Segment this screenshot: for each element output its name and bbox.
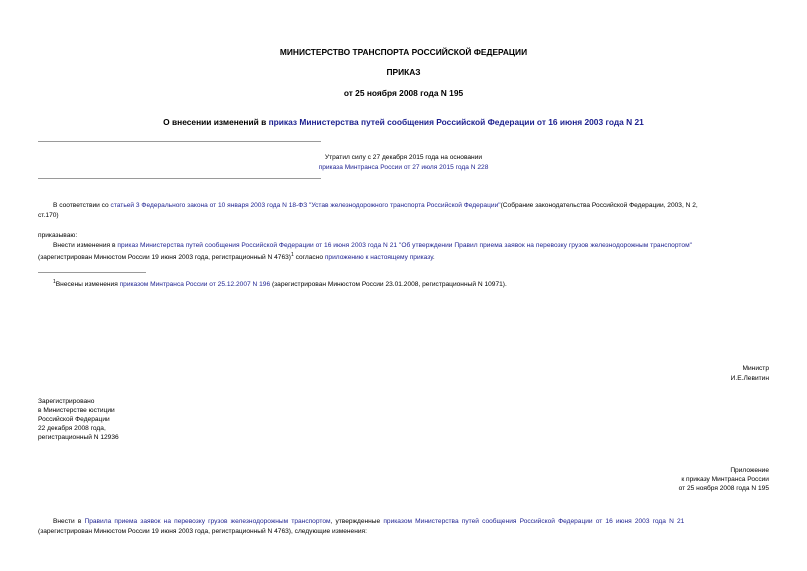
order-line1: Внести изменения в приказ Министерства путей сообщения Российской Федерации от 16 июня 2003 года N 21 "Об утверждении Правил приема заявок на перевозку грузов железнодорожным транспортом" bbox=[53, 242, 693, 249]
footnote-text: $^1$Внесены изменения приказом Минтранса России от 25.12.2007 N 196 (зарегистрирован Минюстом России 23.01.2008, регистрационный N 10971). bbox=[53, 279, 507, 289]
bottom-line1: Внести в Правила приема заявок на перевозку грузов железнодорожным транспортом, утвержденные приказом Министерства путей сообщения Российской Федерации от 16 июня 2003 года N 21 bbox=[53, 518, 685, 525]
preamble-line2: ст.170) bbox=[38, 212, 59, 219]
appendix-line: к приказу Минтранса России bbox=[681, 476, 769, 483]
mps-order-link[interactable]: приказом Министерства путей сообщения Российской Федерации от 16 июня 2003 года N 21 bbox=[383, 518, 685, 525]
footnote-link[interactable]: приказом Минтранса России от 25.12.2007 N 196 bbox=[119, 281, 271, 289]
registration-line: 22 декабря 2008 года, bbox=[38, 425, 106, 432]
document-title-link[interactable]: приказ Министерства путей сообщения Российской Федерации от 16 июня 2003 года N 21 bbox=[268, 117, 644, 127]
status-line: Утратил силу с 27 декабря 2015 года на основании bbox=[324, 154, 483, 161]
preamble-line1: В соответствии со статьей 3 Федерального закона от 10 января 2003 года N 18-ФЗ "Устав железнодорожного транспорта Российской Федерации"(Собрание законодательства Российской Федерации, 2003, N 2, bbox=[53, 202, 698, 209]
appendix-line: Приложение bbox=[730, 467, 769, 474]
footnote-mark: 1 bbox=[53, 279, 56, 285]
document-type: ПРИКАЗ bbox=[386, 67, 421, 77]
footnote-rule bbox=[38, 272, 146, 273]
bottom-line2: (зарегистрирован Минюстом России 19 июня 2003 года, регистрационный N 4763), следующие изменения: bbox=[38, 528, 367, 535]
status-link[interactable]: приказа Минтранса России от 27 июля 2015 года N 228 bbox=[318, 164, 489, 171]
registration-line: регистрационный N 12936 bbox=[38, 434, 119, 441]
signature-position: Министр bbox=[742, 365, 769, 372]
appendix-link[interactable]: приложению к настоящему приказу bbox=[324, 254, 433, 262]
registration-line: Зарегистрировано bbox=[38, 398, 95, 405]
document-date-number: от 25 ноября 2008 года N 195 bbox=[343, 88, 464, 98]
status-rule-top bbox=[38, 141, 321, 142]
registration-line: Российской Федерации bbox=[38, 416, 110, 423]
order-intro: приказываю: bbox=[38, 232, 78, 239]
status-rule-bottom bbox=[38, 178, 321, 179]
signature-name: И.Е.Левитин bbox=[730, 375, 769, 382]
document-title bbox=[0, 117, 807, 127]
rules-link[interactable]: Правила приема заявок на перевозку грузов железнодорожным транспортом bbox=[84, 518, 331, 525]
order-prikaz-link[interactable]: приказ Министерства путей сообщения Российской Федерации от 16 июня 2003 года N 21 "Об утверждении Правил приема заявок на перевозку грузов железнодорожным транспортом" bbox=[117, 242, 693, 249]
document-title-prefix: О внесении изменений в bbox=[163, 117, 269, 127]
preamble-law-link[interactable]: статьей 3 Федерального закона от 10 января 2003 года N 18-ФЗ "Устав железнодорожного транспорта Российской Федерации" bbox=[110, 202, 501, 209]
appendix-line: от 25 ноября 2008 года N 195 bbox=[678, 485, 769, 492]
order-line2: (зарегистрирован Минюстом России 19 июня 2003 года, регистрационный N 4763)$^1$ согласно приложению к настоящему приказу. bbox=[38, 252, 435, 262]
ministry-title: МИНИСТЕРСТВО ТРАНСПОРТА РОССИЙСКОЙ ФЕДЕРАЦИИ bbox=[279, 47, 528, 57]
appendix-block bbox=[679, 466, 769, 493]
footnote-reference[interactable]: 1 bbox=[290, 252, 294, 258]
registration-block bbox=[38, 397, 119, 442]
registration-line: в Министерстве юстиции bbox=[38, 407, 115, 414]
